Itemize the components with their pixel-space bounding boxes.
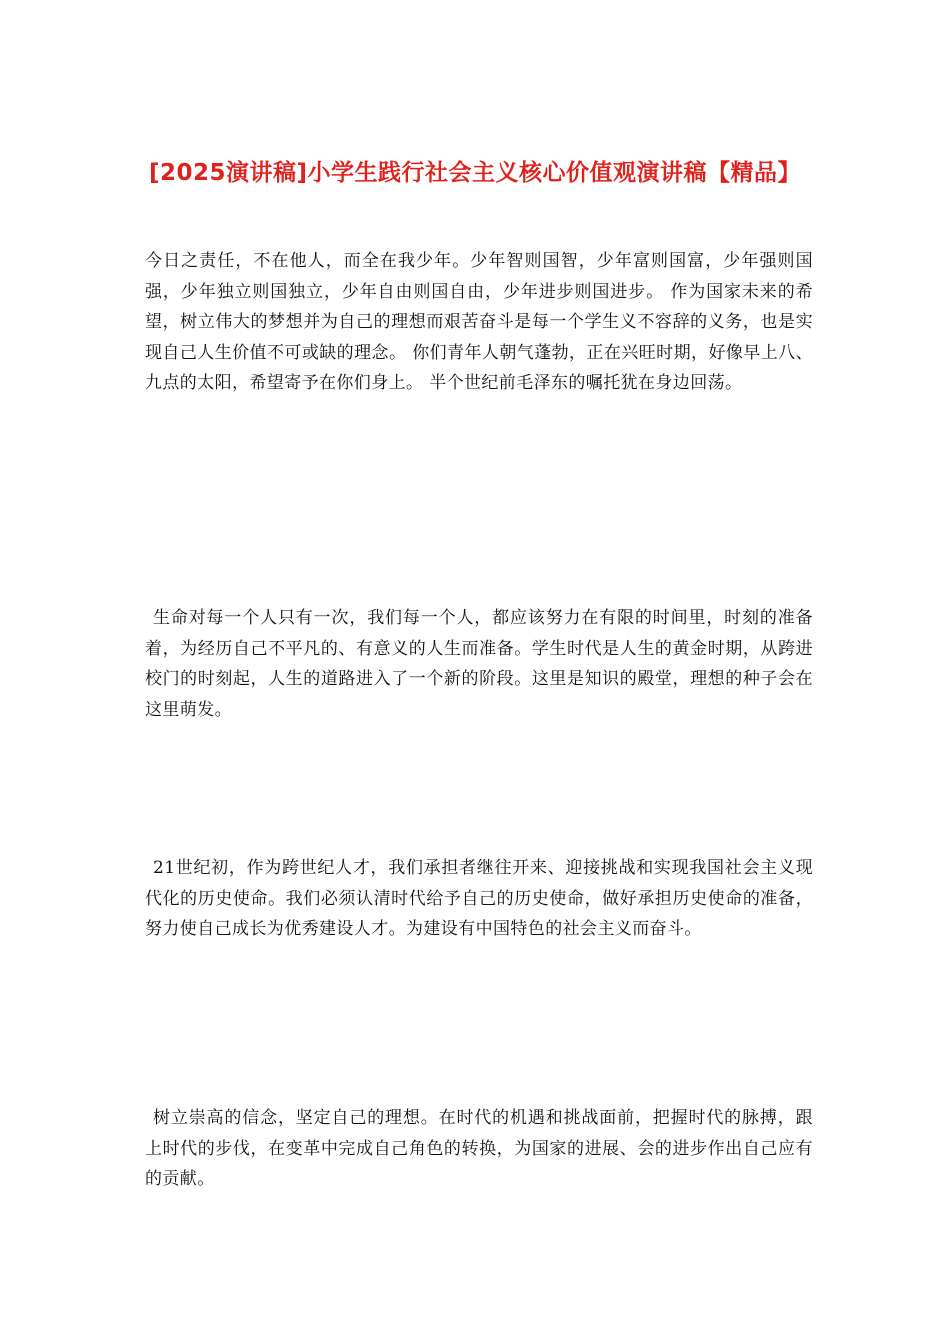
paragraph-4: 树立崇高的信念，坚定自己的理想。在时代的机遇和挑战面前，把握时代的脉搏，跟上时代的步伐，在变革中完成自己角色的转换，为国家的进展、会的进步作出自己应有的贡献。 <box>145 1108 813 1190</box>
paragraph-3: 21世纪初，作为跨世纪人才，我们承担者继往开来、迎接挑战和实现我国社会主义现代化的历史使命。我们必须认清时代给予自己的历史使命，做好承担历史使命的准备，努力使自己成长为优秀建设人才。为建设有中国特色的社会主义而奋斗。 <box>145 858 813 940</box>
paragraph-1: 今日之责任，不在他人，而全在我少年。少年智则国智，少年富则国富，少年强则国强，少年独立则国独立，少年自由则国自由，少年进步则国进步。 作为国家未来的希望，树立伟大的梦想并为自己的理想而艰苦奋斗是每一个学生义不容辞的义务，也是实现自己人生价值不可或缺的理念。 你们青年人朝气蓬勃，正在兴旺时期，好像早上八、九点的太阳，希望寄予在你们身上。 半个世纪前毛泽东的嘱托犹在身边回荡。 <box>145 251 813 394</box>
paragraph-2: 生命对每一个人只有一次，我们每一个人，都应该努力在有限的时间里，时刻的准备着，为经历自己不平凡的、有意义的人生而准备。学生时代是人生的黄金时期，从跨进校门的时刻起，人生的道路进入了一个新的阶段。这里是知识的殿堂，理想的种子会在这里萌发。 <box>145 608 813 720</box>
document-title: [2025演讲稿]小学生践行社会主义核心价值观演讲稿【精品】 <box>148 160 802 186</box>
